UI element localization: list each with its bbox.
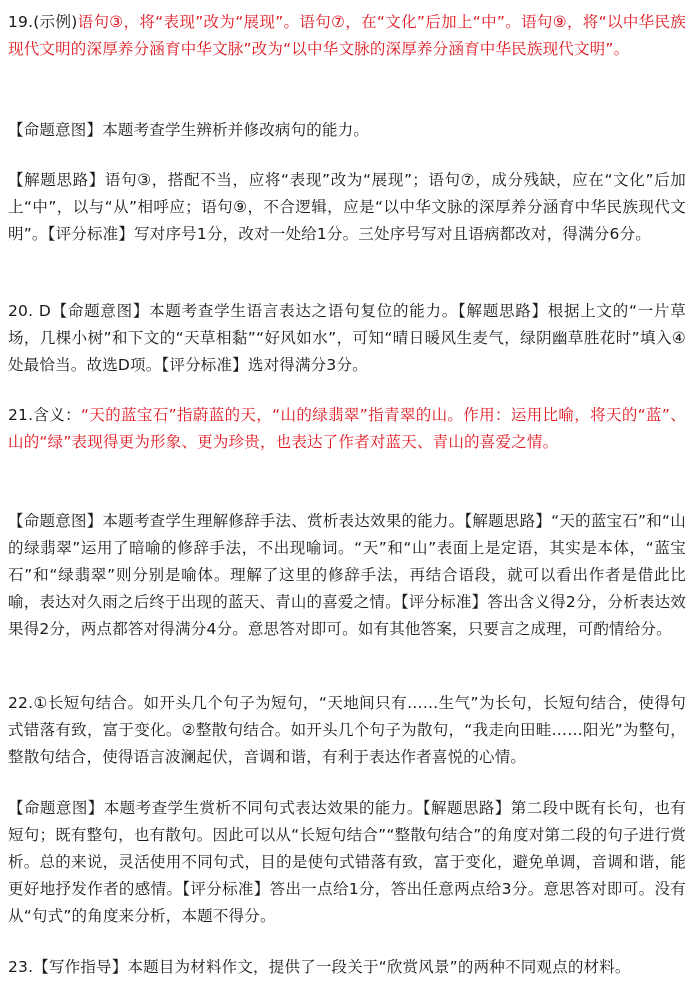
- q19-number: 19.(示例): [8, 13, 78, 31]
- q21-number: 21.含义：: [8, 406, 81, 424]
- q19-answer: [8, 9, 686, 63]
- q21-analysis: 【命题意图】本题考查学生理解修辞手法、赏析表达效果的能力。【解题思路】“天的蓝宝石”和“山的绿翡翠”运用了暗喻的修辞手法，不出现喻词。“天”和“山”表面上是定语，其实是本体，“蓝宝石”和“绿翡翠”则分别是喻体。理解了这里的修辞手法，再结合语段，就可以看出作者是借此比喻，表达对久雨之后终于出现的蓝天、青山的喜爱之情。【评分标准】答出含义得2分，分析表达效果得2分，两点都答对得满分4分。意思答对即可。如有其他答案，只要言之成理，可酌情给分。: [8, 512, 686, 638]
- q20-text: 20. D【命题意图】本题考查学生语言表达之语句复位的能力。【解题思路】根据上文的“一片草场，几棵小树”和下文的“天草相黏”“好风如水”，可知“晴日暖风生麦气，绿阴幽草胜花时”填入④处最恰当。故选D项。【评分标准】选对得满分3分。: [8, 302, 686, 374]
- q19-intent: 【命题意图】本题考查学生辨析并修改病句的能力。: [8, 121, 370, 139]
- q21-answer: [8, 402, 686, 456]
- q19-answer-text: 语句③，将“表现”改为“展现”。语句⑦，在“文化”后加上“中”。语句⑨，将“以中华民族现代文明的深厚养分涵育中华文脉”改为“以中华文脉的深厚养分涵育中华民族现代文明”。: [8, 13, 686, 58]
- q21-answer-text: “天的蓝宝石”指蔚蓝的天，“山的绿翡翠”指青翠的山。作用：运用比喻，将天的“蓝”、山的“绿”表现得更为形象、更为珍贵，也表达了作者对蓝天、青山的喜爱之情。: [8, 406, 686, 451]
- q22-analysis: 【命题意图】本题考查学生赏析不同句式表达效果的能力。【解题思路】第二段中既有长句，也有短句；既有整句，也有散句。因此可以从“长短句结合”“整散句结合”的角度对第二段的句子进行赏析。总的来说，灵活使用不同句式，目的是使句式错落有致，富于变化，避免单调，音调和谐，能更好地抒发作者的感情。【评分标准】答出一点给1分，答出任意两点给3分。意思答对即可。没有从“句式”的角度来分析，本题不得分。: [8, 799, 686, 925]
- q19-analysis: 【解题思路】语句③，搭配不当，应将“表现”改为“展现”；语句⑦，成分残缺，应在“文化”后加上“中”，以与“从”相呼应；语句⑨，不合逻辑，应是“以中华文脉的深厚养分涵育中华民族现代文明”。【评分标准】写对序号1分，改对一处给1分。三处序号写对且语病都改对，得满分6分。: [8, 171, 686, 243]
- q23-text: 23.【写作指导】本题目为材料作文，提供了一段关于“欣赏风景”的两种不同观点的材料。: [8, 958, 631, 976]
- q22-answer: 22.①长短句结合。如开头几个句子为短句，“天地间只有……生气”为长句，长短句结合，使得句式错落有致，富于变化。②整散句结合。如开头几个句子为散句，“我走向田畦……阳光”为整句，整散句结合，使得语言波澜起伏，音调和谐，有利于表达作者喜悦的心情。: [8, 694, 686, 766]
